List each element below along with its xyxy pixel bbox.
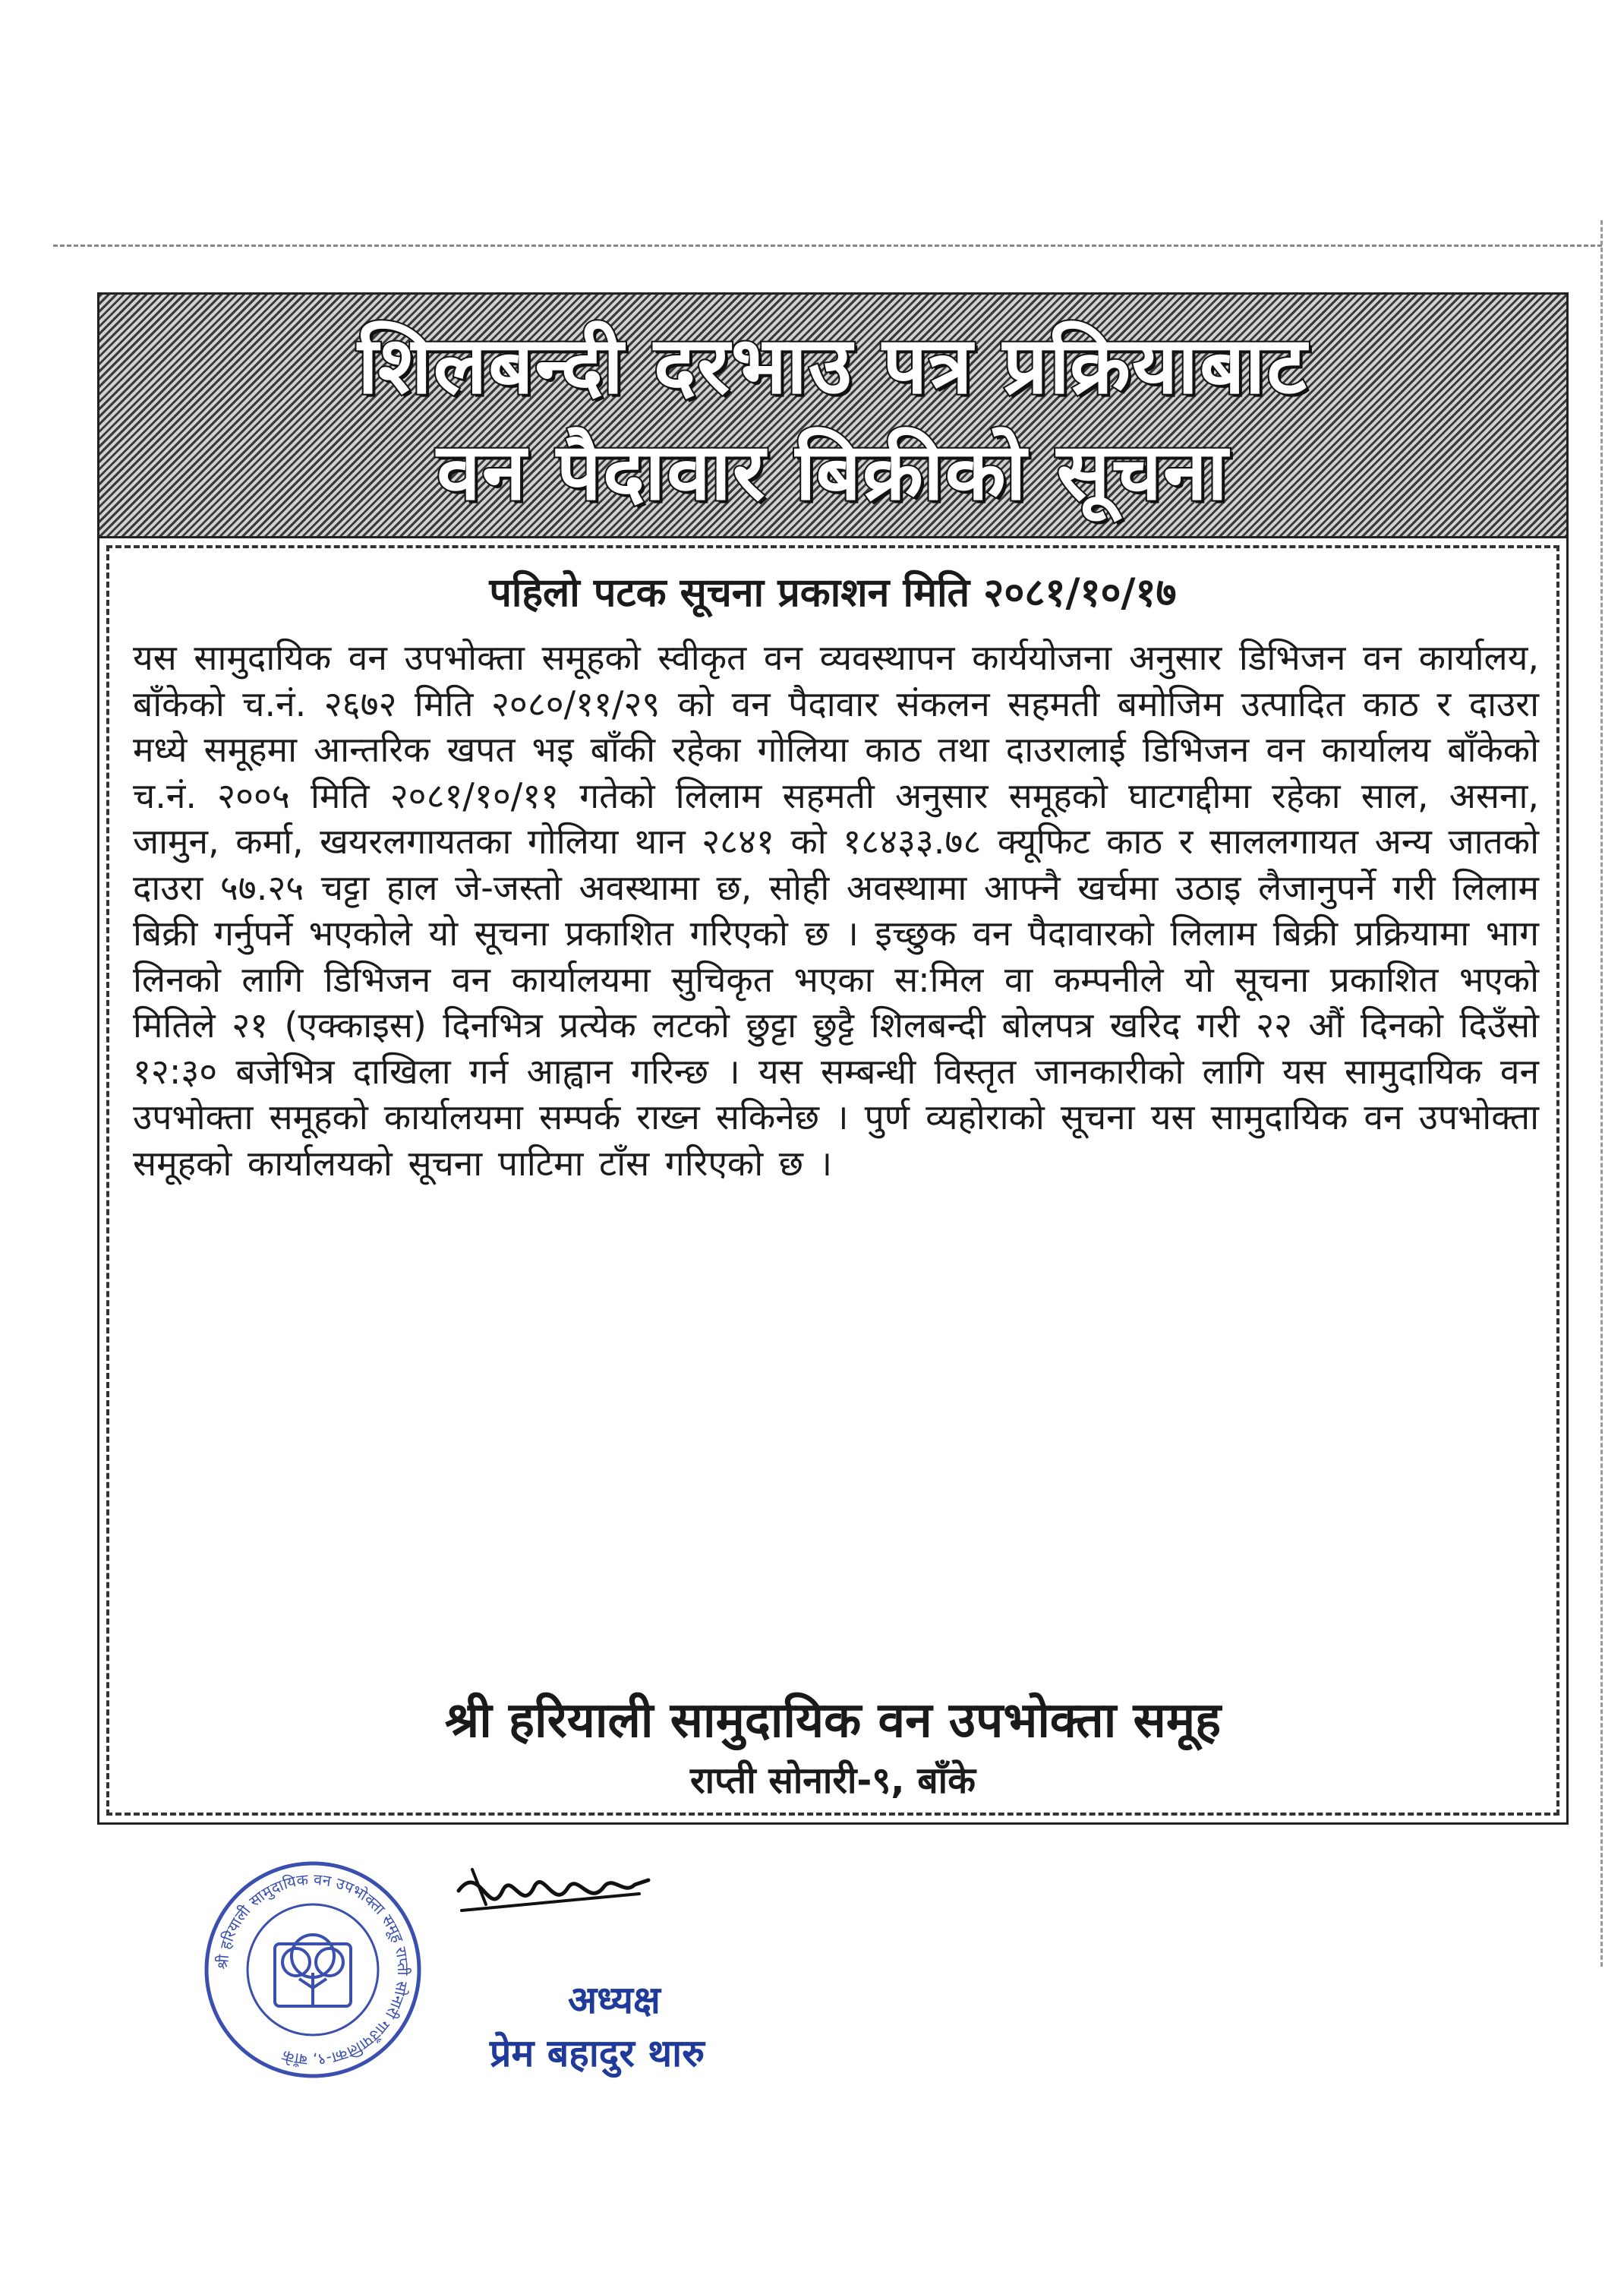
signatory-title: अध्यक्ष xyxy=(568,1978,661,2022)
publication-date: पहिलो पटक सूचना प्रकाशन मिति २०८१/१०/१७ xyxy=(489,570,1177,616)
notice-title-line-1: शिलबन्दी दरभाउ पत्र प्रक्रियाबाट xyxy=(358,319,1308,412)
notice-body: यस सामुदायिक वन उपभोक्ता समूहको स्वीकृत वन व्यवस्थापन कार्ययोजना अनुसार डिभिजन वन कार्यालय, बाँकेको च.नं. २६७२ मिति २०८०/११/२९ को वन पैदावार संकलन सहमती बमोजिम उत्पादित काठ र दाउरा मध्ये समूहमा आन्तरिक खपत भइ बाँकी रहेका गोलिया काठ तथा दाउरालाई डिभिजन वन कार्यालय बाँकेको च.नं. २००५ मिति २०८१/१०/११ गतेको लिलाम सहमती अनुसार समूहको घाटगद्दीमा रहेका साल, असना, जामुन, कर्मा, खयरलगायतका गोलिया थान २८४१ को १८४३३.७८ क्यूफिट काठ र साललगायत अन्य जातको दाउरा ५७.२५ चट्टा हाल जे-जस्तो अवस्थामा छ, सोही अवस्थामा आफ्नै खर्चमा उठाइ लैजानुपर्ने गरी लिलाम बिक्री गर्नुपर्ने भएकोले यो सूचना प्रकाशित गरिएको छ । इच्छुक वन पैदावारको लिलाम बिक्री प्रक्रियामा भाग लिनको लागि डिभिजन वन कार्यालयमा सुचिकृत भएका स:मिल वा कम्पनीले यो सूचना प्रकाशित भएको मितिले २१ (एक्काइस) दिनभित्र प्रत्येक लटको छुट्टा छुट्टै शिलबन्दी बोलपत्र खरिद गरी २२ औं दिनको दिउँसो १२:३० बजेभित्र दाखिला गर्न आह्वान गरिन्छ । यस सम्बन्धी विस्तृत जानकारीको लागि यस सामुदायिक वन उपभोक्ता समूहको कार्यालयमा सम्पर्क राख्न सकिनेछ । पुर्ण व्यहोराको सूचना यस सामुदायिक वन उपभोक्ता समूहको कार्यालयको सूचना पाटिमा टाँस गरिएको छ । xyxy=(133,637,1539,1184)
notice-title-banner xyxy=(99,295,1566,538)
notice-box xyxy=(97,292,1569,1825)
seal-text: श्री हरियाली सामुदायिक वन उपभोक्ता समूह राप्ती सोनारी गाउँपालिका-९, बाँके xyxy=(213,1869,413,2070)
page-edge-right xyxy=(1600,220,1603,1967)
tree-emblem xyxy=(275,1935,351,2006)
organization-name: श्री हरियाली सामुदायिक वन उपभोक्ता समूह xyxy=(444,1693,1222,1749)
notice-title-line-2: वन पैदावार बिक्रीको सूचना xyxy=(437,425,1229,518)
official-seal xyxy=(202,1859,424,2081)
organization-address: राप्ती सोनारी-९, बाँके xyxy=(690,1759,976,1802)
page-edge-top xyxy=(53,245,1602,247)
signature xyxy=(449,1847,654,1938)
signatory-name: प्रेम बहादुर थारु xyxy=(490,2031,705,2075)
